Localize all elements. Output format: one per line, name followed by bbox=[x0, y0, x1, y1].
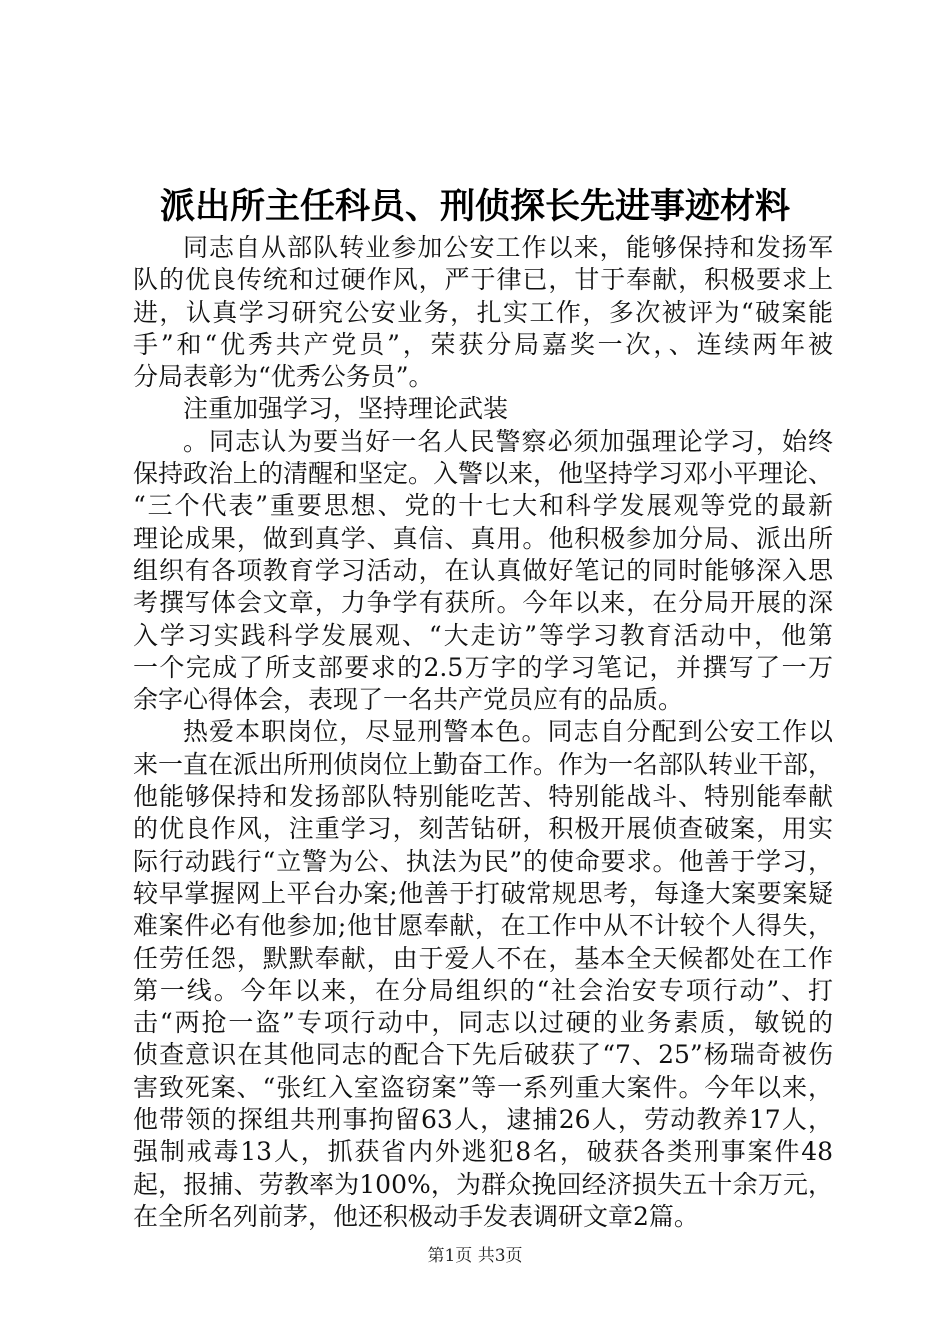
text-line: 他能够保持和发扬部队特别能吃苦、特别能战斗、特别能奉献 bbox=[133, 782, 833, 812]
text-line: 一个完成了所支部要求的2.5万字的学习笔记，并撰写了一万 bbox=[133, 652, 833, 682]
text-line: 际行动践行“立警为公、执法为民”的使命要求。他善于学习， bbox=[133, 846, 833, 876]
text-line: 热爱本职岗位，尽显刑警本色。同志自分配到公安工作以 bbox=[183, 717, 833, 747]
text-line: 手”和“优秀共产党员”，荣获分局嘉奖一次，、连续两年被 bbox=[133, 329, 833, 359]
text-line: 害致死案、“张红入室盗窃案”等一系列重大案件。今年以来， bbox=[133, 1072, 833, 1102]
text-line: 分局表彰为“优秀公务员”。 bbox=[133, 362, 434, 392]
text-line: 侦查意识在其他同志的配合下先后破获了“7、25”杨瑞奇被伤 bbox=[133, 1040, 833, 1070]
text-line: 队的优良传统和过硬作风，严于律已，甘于奉献，积极要求上 bbox=[133, 265, 833, 295]
text-line: 在全所名列前茅，他还积极动手发表调研文章2篇。 bbox=[133, 1201, 699, 1231]
text-line: 余字心得体会，表现了一名共产党员应有的品质。 bbox=[133, 685, 684, 715]
page-number: 第1页 共3页 bbox=[427, 1246, 523, 1266]
text-line: 较早掌握网上平台办案;他善于打破常规思考，每逢大案要案疑 bbox=[133, 878, 833, 908]
section-heading: 注重加强学习，坚持理论武装 bbox=[183, 394, 509, 424]
text-line: 强制戒毒13人，抓获省内外逃犯8名，破获各类刑事案件48 bbox=[133, 1137, 833, 1167]
text-line: 入学习实践科学发展观、“大走访”等学习教育活动中，他第 bbox=[133, 620, 833, 650]
text-line: 任劳任怨，默默奉献，由于爱人不在，基本全天候都处在工作 bbox=[133, 943, 833, 973]
text-line: 。同志认为要当好一名人民警察必须加强理论学习，始终 bbox=[183, 426, 833, 456]
document-body bbox=[133, 232, 833, 1233]
text-line: 考撰写体会文章，力争学有获所。今年以来，在分局开展的深 bbox=[133, 588, 833, 618]
text-line: 起，报捕、劳教率为100%，为群众挽回经济损失五十余万元， bbox=[133, 1169, 833, 1199]
page-title: 派出所主任科员、刑侦探长先进事迹材料 bbox=[159, 186, 790, 227]
text-line: 的优良作风，注重学习，刻苦钻研，积极开展侦查破案，用实 bbox=[133, 814, 833, 844]
text-line: 来一直在派出所刑侦岗位上勤奋工作。作为一名部队转业干部， bbox=[133, 749, 834, 779]
text-line: 组织有各项教育学习活动，在认真做好笔记的同时能够深入思 bbox=[133, 555, 833, 585]
text-line: 理论成果，做到真学、真信、真用。他积极参加分局、派出所 bbox=[133, 523, 833, 553]
text-line: “三个代表”重要思想、党的十七大和科学发展观等党的最新 bbox=[133, 491, 833, 521]
text-line: 第一线。今年以来，在分局组织的“社会治安专项行动”、打 bbox=[133, 975, 833, 1005]
text-line: 进，认真学习研究公安业务，扎实工作，多次被评为“破案能 bbox=[133, 297, 833, 327]
text-line: 同志自从部队转业参加公安工作以来，能够保持和发扬军 bbox=[183, 233, 833, 262]
text-line: 击“两抢一盗”专项行动中，同志以过硬的业务素质，敏锐的 bbox=[133, 1008, 833, 1038]
text-line: 难案件必有他参加;他甘愿奉献，在工作中从不计较个人得失， bbox=[133, 911, 833, 941]
text-line: 他带领的探组共刑事拘留63人，逮捕26人，劳动教养17人， bbox=[133, 1105, 833, 1135]
text-line: 保持政治上的清醒和坚定。入警以来，他坚持学习邓小平理论、 bbox=[133, 459, 834, 489]
